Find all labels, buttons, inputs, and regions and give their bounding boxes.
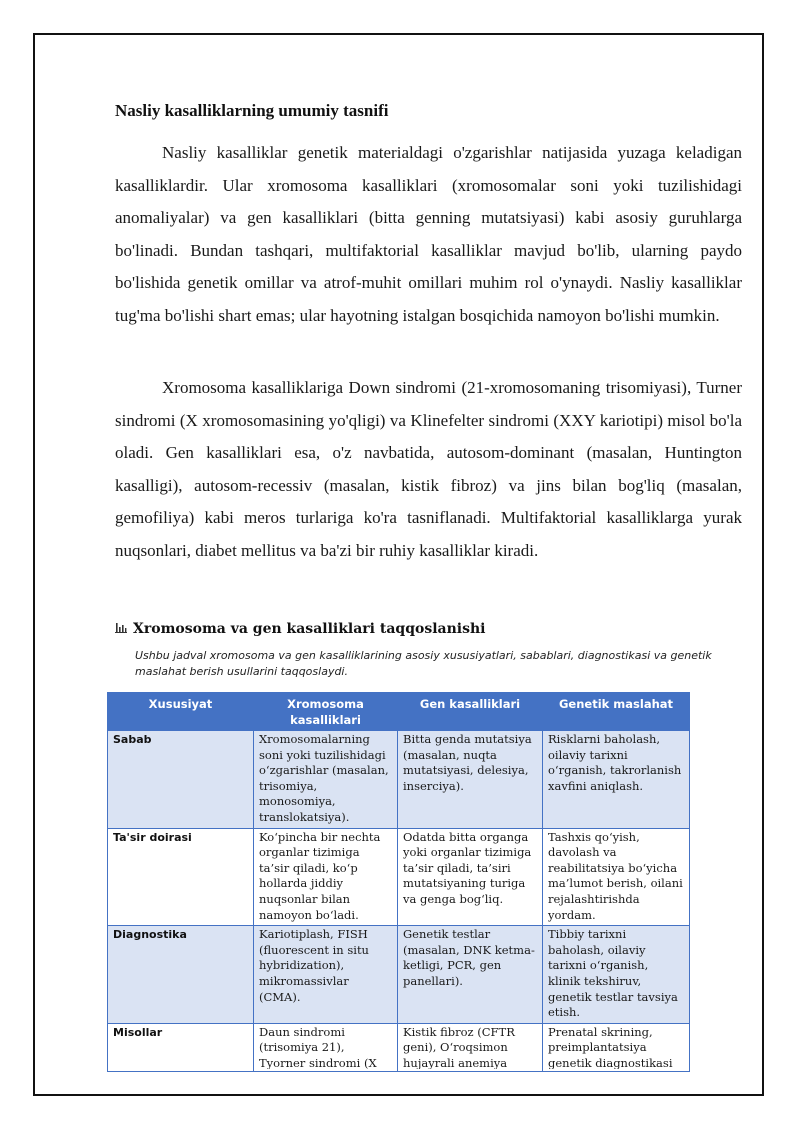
- table-cell-text: Kistik fibroz (CFTR geni), O‘roqsimon hujayrali anemiya: [403, 1024, 515, 1069]
- row-label: Misollar: [108, 1023, 254, 1071]
- table-caption: Ushbu jadval xromosoma va gen kasalliklarining asosiy xususiyatlari, sabablari, diagnostikasi va genetik maslahat berish usullarini taqqoslaydi.: [135, 649, 712, 678]
- table-section-title-text: Xromosoma va gen kasalliklari taqqoslanishi: [133, 621, 486, 637]
- table-cell-text: Daun sindromi (trisomiya 21), Tyorner sindromi (X: [259, 1024, 377, 1069]
- table-cell: Genetik testlar (masalan, DNK ketma-ketligi, PCR, gen panellari).: [398, 926, 543, 1024]
- table-header-row: [108, 693, 690, 731]
- table-cell: Tashxis qo‘yish, davolash va reabilitatsiya bo‘yicha ma’lumot berish, oilani rejalashtirishda yordam.: [543, 828, 690, 926]
- row-label: Sabab: [108, 731, 254, 829]
- table-cell: Xromosomalarning soni yoki tuzilishidagi o‘zgarishlar (masalan, trisomiya, monosomiya, translokatsiya).: [254, 731, 398, 829]
- table-row: [108, 926, 690, 1024]
- table-cell: [254, 1023, 398, 1071]
- table-cell: [543, 1023, 690, 1071]
- table-cell: Bitta genda mutatsiya (masalan, nuqta mutatsiyasi, delesiya, inserciya).: [398, 731, 543, 829]
- table-cell: Kariotiplash, FISH (fluorescent in situ hybridization), mikromassivlar (CMA).: [254, 926, 398, 1024]
- bar-chart-icon: [115, 618, 127, 640]
- table-cell: [398, 1023, 543, 1071]
- table-cell-text: Prenatal skrining, preimplantatsiya genetik diagnostikasi: [548, 1024, 673, 1069]
- table-row: [108, 828, 690, 926]
- table-section-title: [115, 618, 715, 640]
- table-cell: Ko‘pincha bir nechta organlar tizimiga ta’sir qiladi, ko‘p hollarda jiddiy nuqsonlar bilan namoyon bo‘ladi.: [254, 828, 398, 926]
- body-paragraph-2: Xromosoma kasalliklariga Down sindromi (21-xromosomaning trisomiyasi), Turner sindromi (X xromosomasining yo'qligi) va Klinefelter sindromi (XXY kariotipi) misol bo'la oladi. Gen kasalliklari esa, o'z navbatida, autosom-dominant (masalan, Huntington kasalligi), autosom-recessiv (masalan, kistik fibroz) va jins bilan bog'liq (masalan, gemofiliya) kabi meros turlariga ko'ra tasniflanadi. Multifaktorial kasalliklarga yurak nuqsonlari, diabet mellitus va ba'zi bir ruhiy kasalliklar kiradi.: [115, 378, 742, 560]
- table-cell: Tibbiy tarixni baholash, oilaviy tarixni o‘rganish, klinik tekshiruv, genetik testlar tavsiya etish.: [543, 926, 690, 1024]
- table-cell: Risklarni baholash, oilaviy tarixni o‘rganish, takrorlanish xavfini aniqlash.: [543, 731, 690, 829]
- column-header: Xromosoma kasalliklari: [254, 693, 398, 731]
- column-header: Genetik maslahat: [543, 693, 690, 731]
- body-paragraph-1: Nasliy kasalliklar genetik materialdagi o'zgarishlar natijasida yuzaga keladigan kasalliklardir. Ular xromosoma kasalliklari (xromosomalar soni yoki tuzilishidagi anomaliyalar) va gen kasalliklari (bitta genning mutatsiyasi) kabi asosiy guruhlarga bo'linadi. Bundan tashqari, multifaktorial kasalliklar mavjud bo'lib, ularning paydo bo'lishida genetik omillar va atrof-muhit omillari muhim rol o'ynaydi. Nasliy kasalliklar tug'ma bo'lishi shart emas; ular hayotning istalgan bosqichida namoyon bo'lishi mumkin.: [115, 143, 742, 325]
- table-row: [108, 1023, 690, 1071]
- page-title: Nasliy kasalliklarning umumiy tasnifi: [115, 101, 389, 120]
- column-header: Xususiyat: [108, 693, 254, 731]
- row-label: Ta'sir doirasi: [108, 828, 254, 926]
- comparison-table: [107, 692, 690, 1072]
- table-row: [108, 731, 690, 829]
- row-label: Diagnostika: [108, 926, 254, 1024]
- table-cell: Odatda bitta organga yoki organlar tizimiga ta’sir qiladi, ta’siri mutatsiyaning turiga va genga bog‘liq.: [398, 828, 543, 926]
- column-header: Gen kasalliklari: [398, 693, 543, 731]
